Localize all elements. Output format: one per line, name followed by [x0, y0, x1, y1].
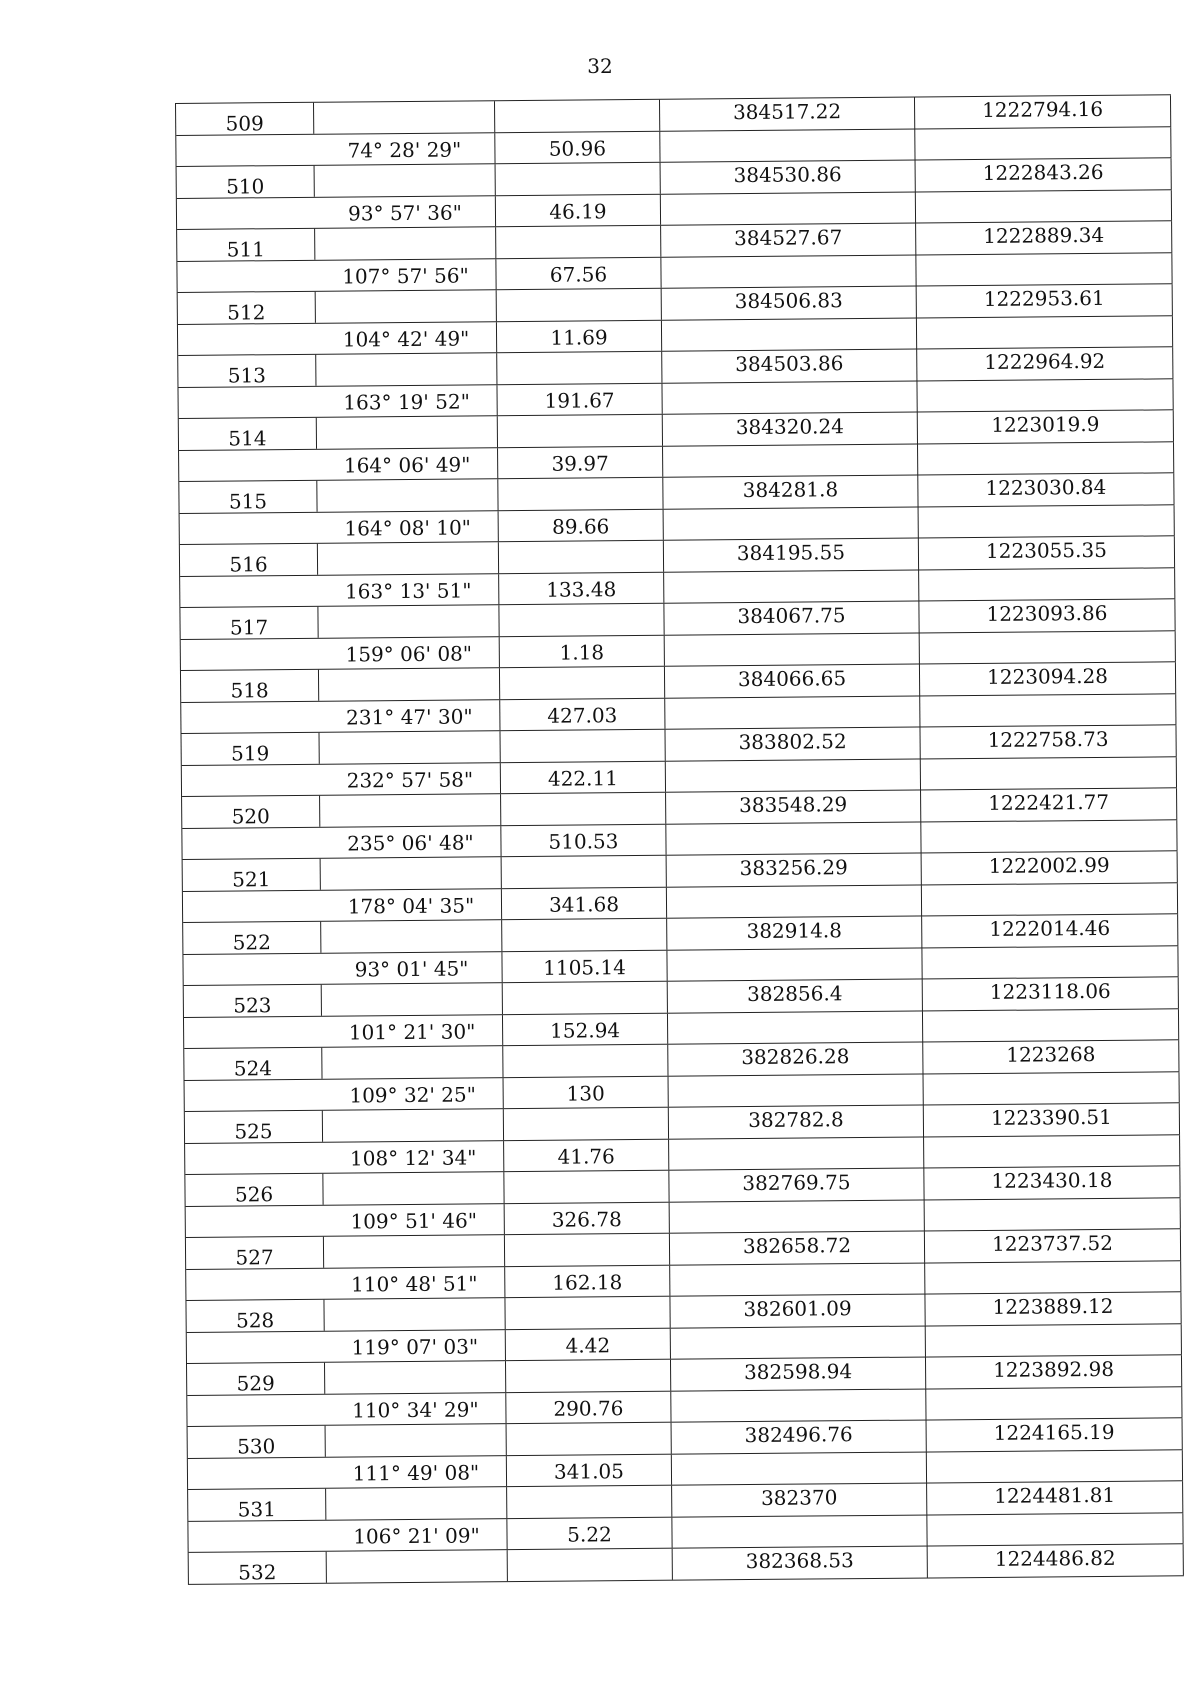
- empty-cell: [320, 794, 501, 826]
- point-id: 510: [177, 166, 315, 198]
- bearing-value: 163° 19' 52": [316, 385, 497, 417]
- empty-cell: [921, 757, 1177, 790]
- empty-cell: [501, 793, 666, 825]
- empty-cell: [664, 507, 919, 540]
- empty-cell: [924, 1135, 1180, 1168]
- distance-value: 39.97: [498, 446, 663, 478]
- easting-value: 382370: [672, 1483, 927, 1516]
- empty-cell: [188, 1520, 326, 1552]
- empty-cell: [919, 568, 1175, 601]
- easting-value: 382856.4: [668, 980, 923, 1013]
- empty-cell: [661, 192, 916, 225]
- bearing-value: 106° 21' 09": [326, 1519, 507, 1551]
- empty-cell: [920, 694, 1176, 727]
- empty-cell: [671, 1389, 926, 1422]
- empty-cell: [669, 1074, 924, 1107]
- point-id: 511: [177, 229, 315, 261]
- point-id: 514: [179, 418, 317, 450]
- empty-cell: [180, 575, 318, 607]
- northing-value: 1222794.16: [915, 95, 1171, 128]
- bearing-value: 164° 08' 10": [318, 511, 499, 543]
- distance-value: 130: [504, 1076, 669, 1108]
- distance-value: 341.05: [507, 1454, 672, 1486]
- bearing-value: 164° 06' 49": [317, 448, 498, 480]
- bearing-value: 93° 57' 36": [315, 196, 496, 228]
- empty-cell: [500, 667, 665, 699]
- empty-cell: [925, 1198, 1181, 1231]
- empty-cell: [503, 982, 668, 1014]
- empty-cell: [508, 1549, 673, 1581]
- empty-cell: [665, 633, 920, 666]
- empty-cell: [188, 1457, 326, 1489]
- empty-cell: [922, 946, 1178, 979]
- empty-cell: [505, 1297, 670, 1329]
- empty-cell: [497, 352, 662, 384]
- distance-value: 46.19: [496, 194, 661, 226]
- northing-value: 1223889.12: [925, 1292, 1181, 1325]
- empty-cell: [916, 190, 1172, 223]
- point-id: 528: [186, 1300, 324, 1332]
- point-id: 525: [185, 1111, 323, 1143]
- bearing-value: 231° 47' 30": [319, 700, 500, 732]
- bearing-value: 74° 28' 29": [314, 133, 495, 165]
- empty-cell: [314, 101, 495, 133]
- empty-cell: [662, 381, 917, 414]
- northing-value: 1224165.19: [927, 1418, 1183, 1451]
- distance-value: 427.03: [500, 698, 665, 730]
- point-id: 526: [185, 1174, 323, 1206]
- coordinates-table: [175, 94, 1184, 1584]
- northing-value: 1223390.51: [924, 1103, 1180, 1136]
- point-id: 509: [176, 103, 314, 135]
- empty-cell: [507, 1486, 672, 1518]
- empty-cell: [182, 827, 320, 859]
- distance-value: 1.18: [500, 635, 665, 667]
- empty-cell: [321, 920, 502, 952]
- empty-cell: [916, 253, 1172, 286]
- easting-value: 382496.76: [672, 1420, 927, 1453]
- empty-cell: [324, 1298, 505, 1330]
- northing-value: 1222014.46: [922, 914, 1178, 947]
- empty-cell: [927, 1450, 1183, 1483]
- empty-cell: [184, 1016, 322, 1048]
- northing-value: 1223892.98: [926, 1355, 1182, 1388]
- empty-cell: [317, 479, 498, 511]
- empty-cell: [185, 1142, 323, 1174]
- northing-value: 1222843.26: [916, 158, 1172, 191]
- distance-value: 1105.14: [502, 950, 667, 982]
- distance-value: 133.48: [499, 572, 664, 604]
- empty-cell: [666, 759, 921, 792]
- empty-cell: [925, 1261, 1181, 1294]
- easting-value: 384527.67: [661, 224, 916, 257]
- empty-cell: [318, 605, 499, 637]
- bearing-value: 107° 57' 56": [315, 259, 496, 291]
- empty-cell: [495, 100, 660, 132]
- easting-value: 383802.52: [665, 728, 920, 761]
- northing-value: 1223093.86: [919, 599, 1175, 632]
- empty-cell: [927, 1513, 1183, 1546]
- easting-value: 382601.09: [670, 1294, 925, 1327]
- point-id: 530: [188, 1426, 326, 1458]
- empty-cell: [177, 197, 315, 229]
- empty-cell: [920, 631, 1176, 664]
- empty-cell: [503, 1045, 668, 1077]
- distance-value: 290.76: [506, 1391, 671, 1423]
- empty-cell: [183, 953, 321, 985]
- empty-cell: [497, 289, 662, 321]
- empty-cell: [181, 701, 319, 733]
- bearing-value: 110° 34' 29": [325, 1393, 506, 1425]
- empty-cell: [183, 890, 321, 922]
- empty-cell: [322, 983, 503, 1015]
- empty-cell: [321, 857, 502, 889]
- empty-cell: [323, 1109, 504, 1141]
- point-id: 517: [180, 607, 318, 639]
- easting-value: 382782.8: [669, 1106, 924, 1139]
- northing-value: 1222964.92: [917, 347, 1173, 380]
- empty-cell: [496, 163, 661, 195]
- empty-cell: [667, 885, 922, 918]
- empty-cell: [315, 227, 496, 259]
- empty-cell: [187, 1331, 325, 1363]
- empty-cell: [327, 1550, 508, 1582]
- point-id: 529: [187, 1363, 325, 1395]
- empty-cell: [661, 255, 916, 288]
- point-id: 522: [183, 922, 321, 954]
- empty-cell: [187, 1394, 325, 1426]
- empty-cell: [505, 1234, 670, 1266]
- bearing-value: 163° 13' 51": [318, 574, 499, 606]
- empty-cell: [672, 1515, 927, 1548]
- northing-value: 1222758.73: [920, 725, 1176, 758]
- empty-cell: [926, 1387, 1182, 1420]
- easting-value: 383548.29: [666, 791, 921, 824]
- empty-cell: [666, 822, 921, 855]
- empty-cell: [181, 638, 319, 670]
- northing-value: 1222002.99: [922, 851, 1178, 884]
- bearing-value: 111° 49' 08": [326, 1456, 507, 1488]
- empty-cell: [923, 1009, 1179, 1042]
- distance-value: 162.18: [505, 1265, 670, 1297]
- bearing-value: 159° 06' 08": [319, 637, 500, 669]
- bearing-value: 110° 48' 51": [324, 1267, 505, 1299]
- empty-cell: [668, 1011, 923, 1044]
- empty-cell: [320, 731, 501, 763]
- northing-value: 1223118.06: [923, 977, 1179, 1010]
- empty-cell: [663, 444, 918, 477]
- distance-value: 326.78: [505, 1202, 670, 1234]
- empty-cell: [316, 353, 497, 385]
- empty-cell: [926, 1324, 1182, 1357]
- easting-value: 383256.29: [667, 854, 922, 887]
- bearing-value: 119° 07' 03": [325, 1330, 506, 1362]
- empty-cell: [506, 1360, 671, 1392]
- distance-value: 191.67: [497, 383, 662, 415]
- point-id: 527: [186, 1237, 324, 1269]
- empty-cell: [670, 1263, 925, 1296]
- northing-value: 1223030.84: [918, 473, 1174, 506]
- empty-cell: [667, 948, 922, 981]
- point-id: 520: [182, 796, 320, 828]
- northing-value: 1223430.18: [924, 1166, 1180, 1199]
- empty-cell: [924, 1072, 1180, 1105]
- bearing-value: 93° 01' 45": [321, 952, 502, 984]
- bearing-value: 235° 06' 48": [320, 826, 501, 858]
- point-id: 532: [189, 1552, 327, 1584]
- empty-cell: [671, 1326, 926, 1359]
- empty-cell: [323, 1172, 504, 1204]
- northing-value: 1223094.28: [920, 662, 1176, 695]
- northing-value: 1222421.77: [921, 788, 1177, 821]
- point-id: 515: [179, 481, 317, 513]
- northing-value: 1223019.9: [918, 410, 1174, 443]
- northing-value: 1224486.82: [928, 1544, 1184, 1577]
- empty-cell: [178, 386, 316, 418]
- empty-cell: [921, 820, 1177, 853]
- point-id: 512: [178, 292, 316, 324]
- empty-cell: [178, 323, 316, 355]
- empty-cell: [185, 1079, 323, 1111]
- bearing-value: 108° 12' 34": [323, 1141, 504, 1173]
- distance-value: 67.56: [496, 257, 661, 289]
- northing-value: 1222953.61: [917, 284, 1173, 317]
- northing-value: 1223737.52: [925, 1229, 1181, 1262]
- distance-value: 510.53: [501, 824, 666, 856]
- empty-cell: [917, 316, 1173, 349]
- distance-value: 341.68: [502, 887, 667, 919]
- northing-value: 1224481.81: [927, 1481, 1183, 1514]
- empty-cell: [669, 1137, 924, 1170]
- point-id: 523: [184, 985, 322, 1017]
- empty-cell: [326, 1487, 507, 1519]
- easting-value: 384195.55: [664, 539, 919, 572]
- empty-cell: [186, 1268, 324, 1300]
- empty-cell: [315, 164, 496, 196]
- distance-value: 4.42: [506, 1328, 671, 1360]
- easting-value: 382914.8: [667, 917, 922, 950]
- bearing-value: 232° 57' 58": [320, 763, 501, 795]
- empty-cell: [922, 883, 1178, 916]
- bearing-value: 178° 04' 35": [321, 889, 502, 921]
- distance-value: 41.76: [504, 1139, 669, 1171]
- easting-value: 384066.65: [665, 665, 920, 698]
- empty-cell: [660, 129, 915, 162]
- empty-cell: [498, 478, 663, 510]
- empty-cell: [326, 1424, 507, 1456]
- empty-cell: [186, 1205, 324, 1237]
- point-id: 519: [182, 733, 320, 765]
- empty-cell: [664, 570, 919, 603]
- easting-value: 382826.28: [668, 1043, 923, 1076]
- distance-value: 152.94: [503, 1013, 668, 1045]
- empty-cell: [504, 1108, 669, 1140]
- empty-cell: [502, 919, 667, 951]
- empty-cell: [917, 379, 1173, 412]
- easting-value: 384281.8: [663, 476, 918, 509]
- empty-cell: [324, 1235, 505, 1267]
- empty-cell: [319, 668, 500, 700]
- distance-value: 5.22: [507, 1517, 672, 1549]
- empty-cell: [498, 415, 663, 447]
- empty-cell: [672, 1452, 927, 1485]
- empty-cell: [500, 730, 665, 762]
- empty-cell: [322, 1046, 503, 1078]
- point-id: 516: [180, 544, 318, 576]
- easting-value: 382368.53: [673, 1546, 928, 1579]
- point-id: 531: [188, 1489, 326, 1521]
- easting-value: 384320.24: [663, 413, 918, 446]
- easting-value: 382658.72: [670, 1231, 925, 1264]
- empty-cell: [317, 416, 498, 448]
- empty-cell: [325, 1361, 506, 1393]
- point-id: 521: [183, 859, 321, 891]
- empty-cell: [180, 512, 318, 544]
- easting-value: 384506.83: [662, 287, 917, 320]
- point-id: 524: [184, 1048, 322, 1080]
- distance-value: 422.11: [501, 761, 666, 793]
- easting-value: 384067.75: [664, 602, 919, 635]
- empty-cell: [499, 541, 664, 573]
- page-number: 32: [587, 54, 613, 78]
- empty-cell: [504, 1171, 669, 1203]
- empty-cell: [662, 318, 917, 351]
- empty-cell: [919, 505, 1175, 538]
- empty-cell: [177, 260, 315, 292]
- empty-cell: [318, 542, 499, 574]
- bearing-value: 109° 51' 46": [324, 1204, 505, 1236]
- bearing-value: 101° 21' 30": [322, 1015, 503, 1047]
- empty-cell: [176, 134, 314, 166]
- northing-value: 1223055.35: [919, 536, 1175, 569]
- empty-cell: [179, 449, 317, 481]
- easting-value: 384530.86: [661, 161, 916, 194]
- distance-value: 89.66: [499, 509, 664, 541]
- empty-cell: [502, 856, 667, 888]
- easting-value: 382769.75: [669, 1169, 924, 1202]
- point-id: 518: [181, 670, 319, 702]
- point-id: 513: [178, 355, 316, 387]
- empty-cell: [670, 1200, 925, 1233]
- empty-cell: [915, 127, 1171, 160]
- distance-value: 11.69: [497, 320, 662, 352]
- empty-cell: [182, 764, 320, 796]
- empty-cell: [499, 604, 664, 636]
- northing-value: 1222889.34: [916, 221, 1172, 254]
- empty-cell: [496, 226, 661, 258]
- empty-cell: [665, 696, 920, 729]
- distance-value: 50.96: [495, 131, 660, 163]
- empty-cell: [507, 1423, 672, 1455]
- easting-value: 384517.22: [660, 98, 915, 131]
- easting-value: 384503.86: [662, 350, 917, 383]
- bearing-value: 109° 32' 25": [323, 1078, 504, 1110]
- empty-cell: [918, 442, 1174, 475]
- northing-value: 1223268: [923, 1040, 1179, 1073]
- easting-value: 382598.94: [671, 1357, 926, 1390]
- bearing-value: 104° 42' 49": [316, 322, 497, 354]
- empty-cell: [316, 290, 497, 322]
